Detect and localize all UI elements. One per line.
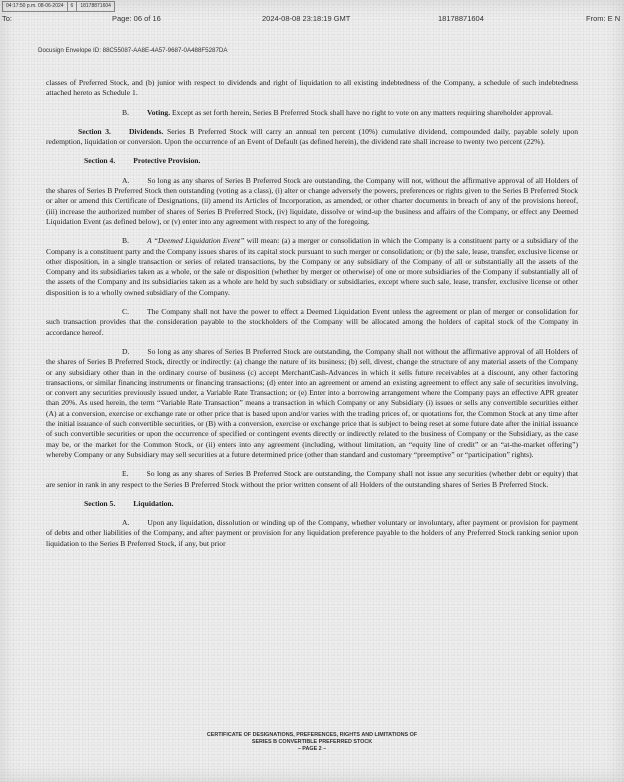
section-3-heading: Dividends. — [128, 126, 164, 136]
footer-line-1: CERTIFICATE OF DESIGNATIONS, PREFERENCES, RIGHTS AND LIMITATIONS OF — [206, 732, 418, 738]
paragraph-e-label: E. — [122, 469, 129, 479]
voting-label: B. — [122, 107, 129, 117]
paragraph-e-text: So long as any shares of Series B Preferred Stock are outstanding, the Company shall not issue any securities (whether debt or equity) that are senior in rank in any respect to the Series B Preferred Stock without the prior written consent of all Holders of the outstanding shares of Series B Preferred Stock. — [46, 469, 578, 489]
fax-header — [0, 14, 624, 26]
paragraph-5a-text: Upon any liquidation, dissolution or winding up of the Company, whether voluntary or involuntary, after payment or provision for payment of debts and other liabilities of the Company, and after payment or provision for any liquidation preference payable to the holders of any Preferred Stock ranking senior upon liquidation to the Series B Preferred Stock, if any, but prior — [46, 518, 578, 548]
voting-text: Except as set forth herein, Series B Preferred Stock shall have no right to vote on any matters requiring shareholder approval. — [172, 107, 553, 117]
paragraph-d — [46, 347, 578, 460]
stamp-num: 6 — [68, 2, 78, 11]
section-3-text: Series B Preferred Stock will carry an annual ten percent (10%) cumulative dividend, compounded daily, payable solely upon redemption, liquidation or conversion. Upon the occurrence of an Event of Default (as defined herein), the dividend rate shall increase to twenty two percent (22%). — [46, 126, 578, 147]
paragraph-d-label: D. — [122, 346, 130, 356]
section-5-heading: Liquidation. — [133, 498, 174, 508]
voting-paragraph — [46, 108, 578, 118]
fax-from: From: E N — [586, 14, 621, 23]
fax-page: Page: 06 of 16 — [112, 14, 161, 23]
document-body — [46, 78, 578, 558]
fax-datetime: 2024-08-08 23:18:19 GMT — [262, 14, 351, 23]
fax-number: 18178871604 — [438, 14, 484, 23]
section-5-heading-row — [46, 499, 578, 509]
intro-paragraph: classes of Preferred Stock, and (b) junior with respect to dividends and right of liquidation to all existing indebtedness of the Company, a schedule of such indebtedness attached hereto as Schedule 1. — [46, 78, 578, 98]
section-5-label: Section 5. — [84, 498, 116, 508]
section-3-label: Section 3. — [78, 126, 111, 136]
paragraph-c — [46, 307, 578, 338]
fax-to: To: — [2, 14, 13, 23]
paragraph-e — [46, 469, 578, 490]
footer-line-2: SERIES B CONVERTIBLE PREFERRED STOCK — [251, 739, 373, 745]
fax-stamp — [2, 1, 115, 12]
footer-page-number: – PAGE 2 – — [297, 746, 327, 752]
section-4-label: Section 4. — [84, 156, 116, 166]
stamp-fax-id: 18178871604 — [80, 3, 111, 9]
paragraph-b-label: B. — [122, 236, 129, 246]
section-3-paragraph — [46, 127, 578, 148]
paragraph-c-text: The Company shall not have the power to effect a Deemed Liquidation Event unless the agreement or plan of merger or consolidation for such transaction provides that the consideration payable to the stockholders of the Company will be allocated among the holders of capital stock of the Company in accordance hereof. — [46, 307, 578, 337]
section-4-heading: Protective Provision. — [133, 156, 201, 166]
paragraph-a-text: So long as any shares of Series B Preferred Stock are outstanding, the Company will not, without the affirmative approval of all Holders of the shares of Series B Preferred Stock then outstanding (voting as a class), (i) alter or change adversely the powers, preferences or rights given to the Series B Preferred Stock or alter or amend this Certificate of Designations, (ii) amend its Articles of Incorporation, as amended, or other charter documents in breach of any of the provisions hereof, (iii) increase the authorized number of shares of Series B Preferred Stock, (iv) liquidate, dissolve or wind-up the business and affairs of the Company, or effect any Deemed Liquidation Event (as defined below), or (v) enter into any agreement with respect to any of the foregoing. — [46, 175, 578, 226]
section-4-heading-row — [46, 156, 578, 166]
docusign-envelope-id: Docusign Envelope ID: 88C55087-AA8E-4A57-9687-0A488F5287DA — [38, 47, 228, 54]
paragraph-a — [46, 176, 578, 227]
paragraph-5a — [46, 518, 578, 549]
paragraph-c-label: C. — [122, 307, 129, 317]
paragraph-d-text: So long as any shares of Series B Preferred Stock are outstanding, the Company shall not without the affirmative approval of all Holders of the shares of Series B Preferred Stock, directly or indirectly: (a) change the nature of its business; (b) sell, divest, change the structure of any material assets of the Company or any subsidiary other than in the ordinary course of business (c) accept MerchantCash-Advances in which it sells future receivables at a discount, any other factoring transactions, or similar financing instruments or financing transactions; (d) enter into an agreement or amend an existing agreement to effect any sale of securities involving, or convert any securities previously issued under, a Variable Rate Transaction; or (e) Enter into a borrowing arrangement where the Company pays an effective APR greater than 20%. As used herein, the term “Variable Rate Transaction” means a transaction in which Company or any Subsidiary (i) issues or sells any convertible securities either (A) at a conversion, exercise or exchange rate or other price that is based upon and/or varies with the trading prices of, or quotations for, the Common Stock at any time after the initial issuance of such convertible securities, or (B) with a conversion, exercise or exchange price that is subject to being reset at some future date after the initial issuance of such convertible securities or upon the occurrence of specified or contingent events directly or indirectly related to the business of Company or the Subsidiary, as the case may be, or the market for the Common Stock, or (ii) enters into any agreement (including, without limitation, an “equity line of credit” or an “at-the-market offering”) whereby Company or any Subsidiary may sell securities at a future determined price (other than standard and customary “preemptive” or “participation” rights). — [46, 346, 578, 459]
stamp-time: 04:17:50 p.m. 08-06-2024 — [3, 2, 68, 11]
paragraph-b — [46, 236, 578, 298]
paragraph-b-term: A “Deemed Liquidation Event” — [146, 236, 245, 246]
paragraph-5a-label: A. — [122, 518, 130, 528]
paragraph-b-text: will mean: (a) a merger or consolidation in which the Company is a constituent party or a subsidiary of the Company is a constituent party and the Company issues shares of its capital stock pursuant to such merger or consolidation; or (b) the sale, lease, transfer, exclusive license or other disposition, in a single transaction or series of related transactions, by the Company or any subsidiary of the Company of all or substantially all the assets of the Company and its subsidiaries taken as a whole, or the sale or disposition (whether by merger or otherwise) of one or more subsidiaries of the Company if substantially all of the assets of the Company and its subsidiaries taken as a whole are held by such subsidiary or subsidiaries, except where such sale, lease, transfer, exclusive license or other disposition is to a wholly owned subsidiary of the Company. — [46, 236, 579, 297]
paragraph-a-label: A. — [122, 175, 130, 185]
page-footer — [0, 732, 624, 753]
voting-heading: Voting. — [146, 107, 171, 117]
